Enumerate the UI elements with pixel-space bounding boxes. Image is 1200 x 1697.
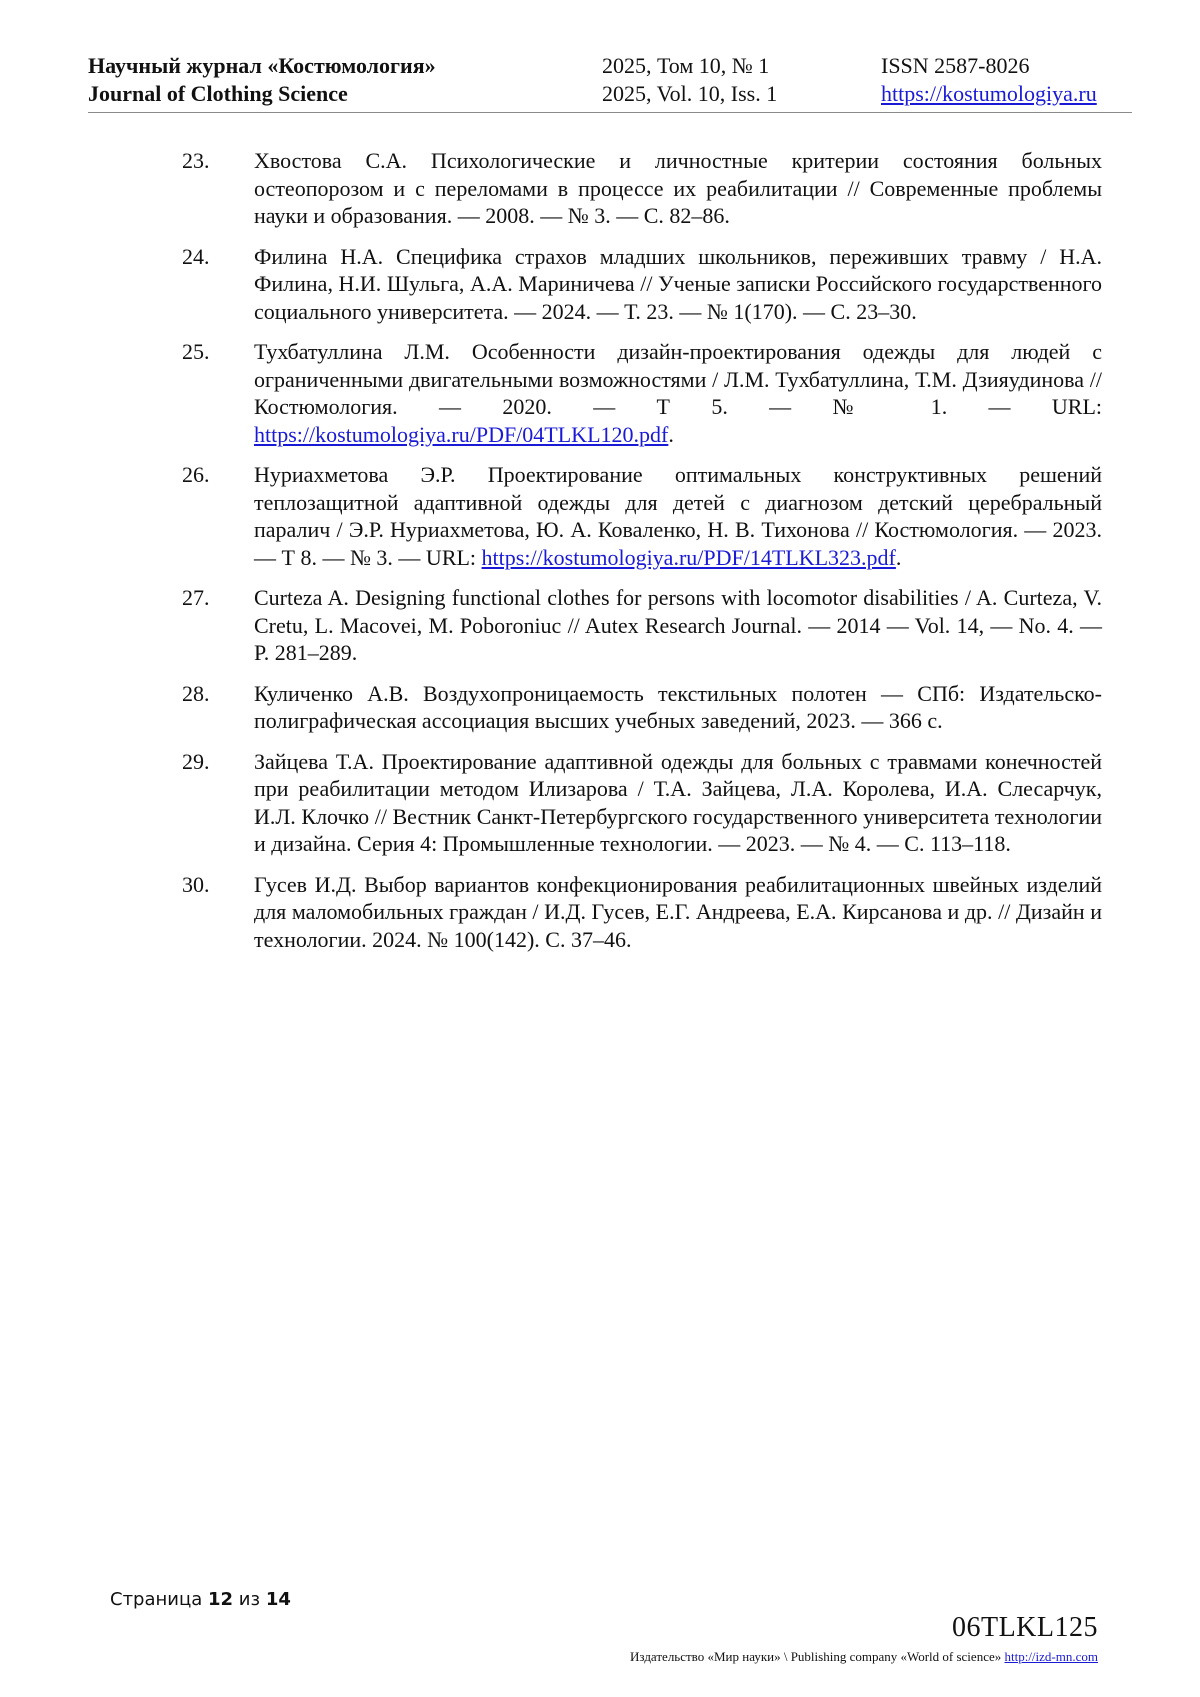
reference-text: Тухбатуллина Л.М. Особенности дизайн-проектирования одежды для людей с ограниченными двигательными возможностями / Л.М. Тухбатуллина, Т.М. Дзияудинова // Костюмология. — 2020. — Т 5. — № 1. — URL: <box>254 339 1102 419</box>
reference-text: Гусев И.Д. Выбор вариантов конфекционирования реабилитационных швейных изделий для маломобильных граждан / И.Д. Гусев, Е.Г. Андреева, Е.А. Кирсанова и др. // Дизайн и технологии. 2024. № 100(142). С. 37–46. <box>254 871 1102 952</box>
page-counter <box>110 1589 291 1610</box>
page-total: 14 <box>265 1589 291 1610</box>
journal-title-en: Journal of Clothing Science <box>88 81 348 106</box>
reference-item <box>182 871 1102 954</box>
reference-number: 28. <box>182 680 210 706</box>
reference-text: Curteza A. Designing functional clothes for persons with locomotor disabilities / A. Curteza, V. Cretu, L. Macovei, M. Poboroniuc // Autex Research Journal. — 2014 — Vol. 14, — No. 4. — P. 281–289. <box>254 585 1102 665</box>
reference-number: 26. <box>182 462 210 487</box>
reference-number: 27. <box>182 585 210 610</box>
issue-en: 2025, Vol. 10, Iss. 1 <box>602 81 778 106</box>
reference-number: 24. <box>182 243 210 269</box>
page-prefix: Страница <box>110 1589 203 1610</box>
issue-ru: 2025, Том 10, № 1 <box>602 53 770 78</box>
reference-tail: . <box>895 544 902 570</box>
reference-item <box>182 338 1102 448</box>
reference-item <box>182 147 1102 230</box>
page-header <box>88 52 1132 113</box>
publisher-link[interactable]: http://izd-mn.com <box>1004 1649 1098 1664</box>
page-current: 12 <box>208 1589 234 1610</box>
journal-title-block <box>88 52 436 108</box>
reference-url-link[interactable]: https://kostumologiya.ru/PDF/14TLKL323.pdf <box>481 544 896 570</box>
reference-text: Филина Н.А. Специфика страхов младших школьников, переживших травму / Н.А. Филина, Н.И. Шульга, А.А. Мариничева // Ученые записки Российского государственного социального университета. — 2024. — Т. 23. — № 1(170). — С. 23–30. <box>254 243 1102 324</box>
reference-item <box>182 680 1102 735</box>
publisher-line <box>630 1649 1098 1665</box>
reference-text: Зайцева Т.А. Проектирование адаптивной одежды для больных с травмами конечностей при реабилитации методом Илизарова / Т.А. Зайцева, Л.А. Королева, И.А. Слесарчук, И.Л. Клочко // Вестник Санкт-Петербургского государственного университета технологии и дизайна. Серия 4: Промышленные технологии. — 2023. — № 4. — С. 113–118. <box>254 748 1102 856</box>
article-code: 06TLKL125 <box>951 1612 1098 1643</box>
journal-title-ru: Научный журнал «Костюмология» <box>88 53 436 78</box>
reference-url-link[interactable]: https://kostumologiya.ru/PDF/04TLKL120.pdf <box>254 421 669 447</box>
publisher-text: Издательство «Мир науки» \ Publishing company «World of science» <box>630 1649 1005 1664</box>
reference-item <box>182 748 1102 858</box>
reference-number: 30. <box>182 871 210 897</box>
issn: ISSN 2587-8026 <box>881 53 1030 78</box>
reference-text: Куличенко А.В. Воздухопроницаемость текстильных полотен — СПб: Издательско-полиграфическая ассоциация высших учебных заведений, 2023. — 366 с. <box>254 680 1102 733</box>
journal-site-link[interactable]: https://kostumologiya.ru <box>881 81 1097 106</box>
reference-tail: . <box>668 421 674 447</box>
reference-number: 29. <box>182 748 210 774</box>
issn-block <box>881 52 1097 108</box>
reference-number: 23. <box>182 148 210 173</box>
page-sep: из <box>238 1589 261 1610</box>
reference-text: Хвостова С.А. Психологические и личностные критерии состояния больных остеопорозом и с переломами в процессе их реабилитации // Современные проблемы науки и образования. — 2008. — № 3. — С. 82–86. <box>254 148 1102 228</box>
reference-item <box>182 584 1102 667</box>
issue-info-block <box>602 52 777 108</box>
reference-item <box>182 461 1102 571</box>
reference-item <box>182 243 1102 326</box>
reference-number: 25. <box>182 339 210 364</box>
reference-list <box>182 147 1102 966</box>
reference-text: Нуриахметова Э.Р. Проектирование оптимальных конструктивных решений теплозащитной адаптивной одежды для детей с диагнозом детский церебральный паралич / Э.Р. Нуриахметова, Ю. А. Коваленко, Н. В. Тихонова // Костюмология. — 2023. — Т 8. — № 3. — URL: <box>254 462 1102 570</box>
